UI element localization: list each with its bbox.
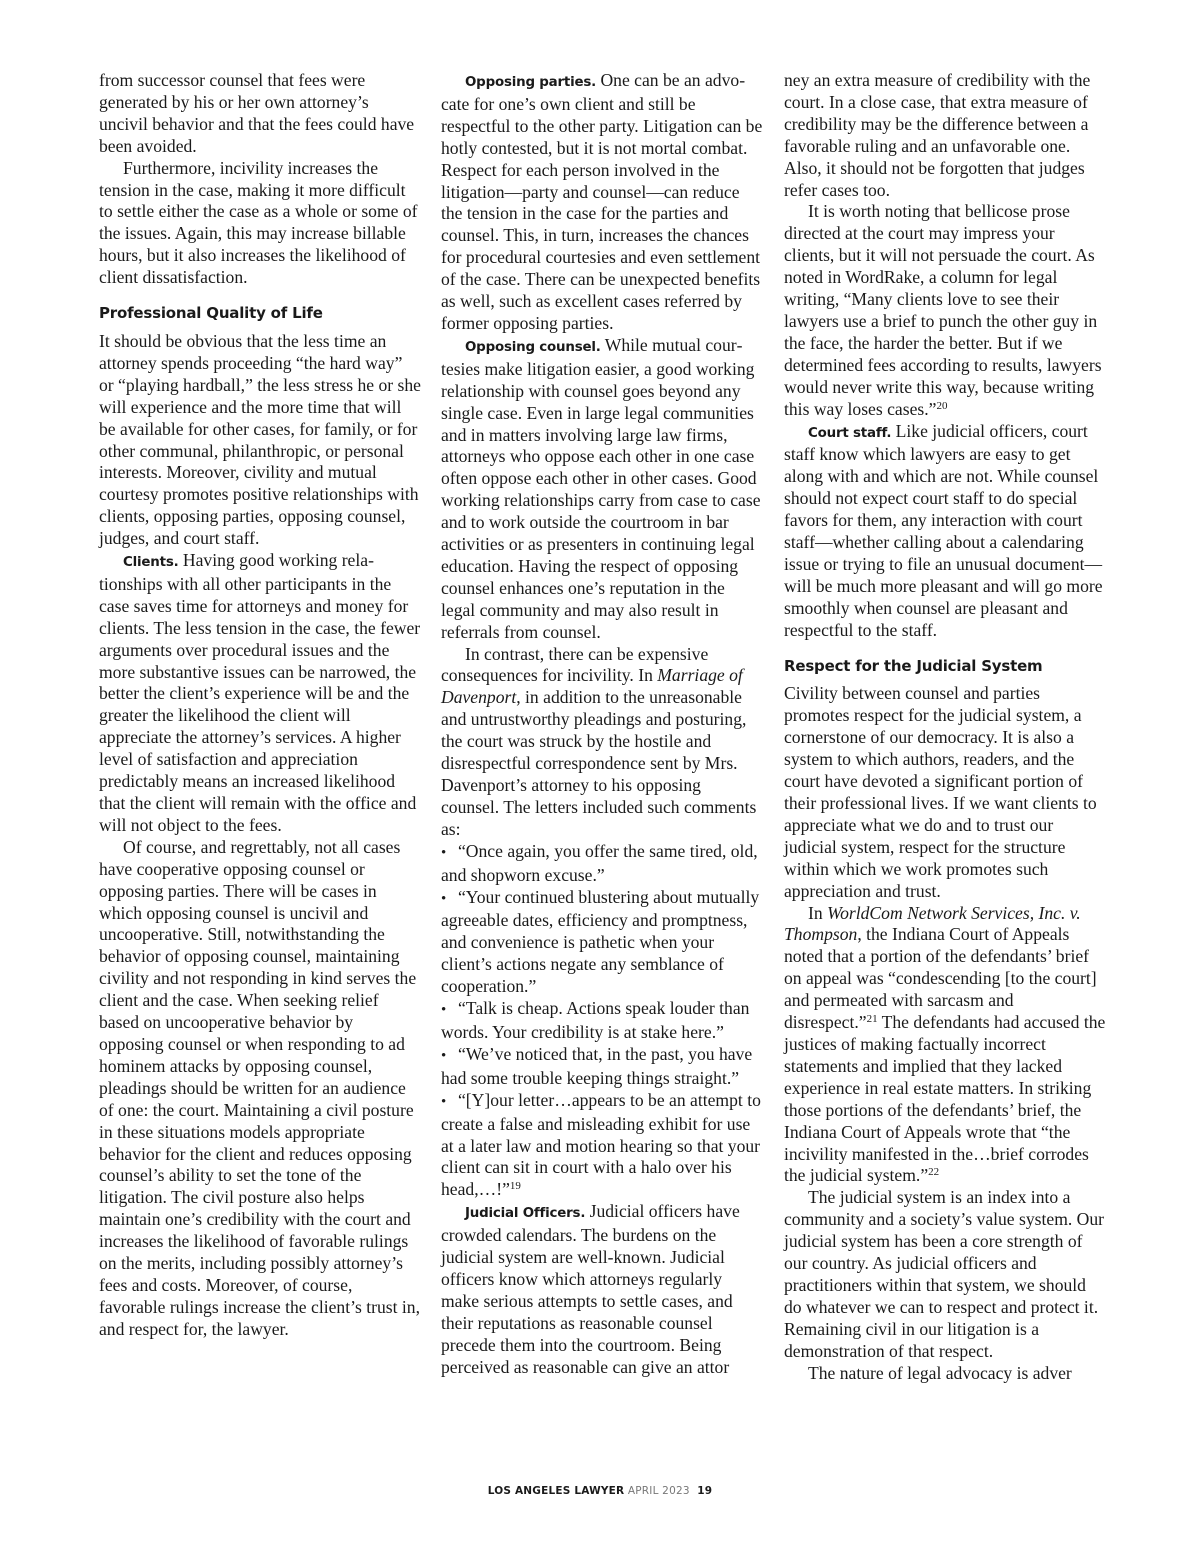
bullet-icon: • <box>441 1093 447 1110</box>
paragraph: ney an extra measure of credibility with the court. In a close case, that extra measure of credibility may be the difference between a favorable ruling and an unfavorable one. Also, it should not be forgotten that judges refer cases too. <box>784 70 1091 200</box>
paragraph-text: It is worth noting that bellicose prose directed at the court may impress your clients, but it will not persuade the court. As noted in WordRake, a column for legal writing, “Many clients love to see their lawyers use a brief to punch the other guy in the face, the harder the better. But if we determined fees according to results, lawyers would never write this way, because writing this way loses cases.” <box>784 201 1102 419</box>
quote-bullet <box>441 887 763 999</box>
paragraph: Of course, and regrettably, not all cases have cooperative opposing counsel or opposing parties. There will be cases in which opposing counsel is uncivil and uncooperative. Still, notwithstanding the behavior of opposing counsel, maintaining civility and not responding in kind serves the client and the case. When seeking relief based on uncooperative behavior by opposing counsel or when responding to ad hominem attacks by opposing counsel, pleadings should be written for an audience of one: the court. Maintaining a civil posture in these situations models appropriate behavior for the client and reduces opposing counsel’s ability to set the tone of the litigation. The civil posture also helps maintain one’s credibility with the court and increases the likelihood of favorable rulings on the merits, including possibly attorney’s fees and costs. Moreover, of course, favorable rulings increase the client’s trust in, and respect for, the lawyer. <box>99 836 420 1339</box>
quote-bullet <box>441 998 763 1044</box>
column-middle <box>441 70 763 1378</box>
paragraph-text: Having good working relationships with all other participants in the case saves time for attorneys and money for clients. The less tension in the case, the fewer arguments over procedural issues and the more substantive issues can be narrowed, the better the client’s experience will be and the greater the likelihood the client will appreciate the attorney’s services. A higher level of satisfaction and appreciation predictably means an increased likelihood that the client will remain with the office and will not object to the fees. <box>99 550 421 835</box>
bullet-icon: • <box>441 1047 447 1064</box>
paragraph <box>441 1201 763 1378</box>
footnote-ref: 21 <box>866 1013 878 1026</box>
bullet-text: “We’ve noticed that, in the past, you have had some trouble keeping things straight.” <box>441 1043 753 1088</box>
paragraph <box>441 335 763 644</box>
paragraph <box>784 903 1106 1188</box>
column-left <box>99 70 421 1341</box>
issue-date: APRIL 2023 <box>627 1485 690 1497</box>
bullet-text: “[Y]our letter…appears to be an attempt to create a false and misleading exhibit for use at a later law and motion hearing so that your client can sit in court with a halo over his head,…!” <box>441 1089 761 1200</box>
paragraph-text: In contrast, there can be expensive consequences for incivility. In <box>441 643 709 686</box>
paragraph <box>441 70 763 335</box>
footnote-ref: 20 <box>936 399 948 412</box>
section-heading: Respect for the Judicial System <box>784 656 1043 675</box>
footnote-ref: 22 <box>928 1166 940 1179</box>
paragraph-text: , in addition to the unreasonable and untrustworthy pleadings and posturing, the court was struck by the hostile and disrespectful correspondence sent by Mrs. Davenport’s attorney to his opposing counsel. The letters included such comments as: <box>441 687 757 839</box>
paragraph <box>784 421 1106 642</box>
paragraph-text: While mutual courtesies make litigation easier, a good working relationship with counsel goes beyond any single case. Even in large legal communities and in matters involving large law firms, attorneys who oppose each other in one case often oppose each other in other cases. Good working relationships carry from case to case and to work outside the courtroom in bar activities or as presenters in continuing legal education. Having the respect of opposing counsel enhances one’s reputation in the legal community and may also result in referrals from counsel. <box>441 334 761 642</box>
run-in-heading: Court staff. <box>808 425 892 441</box>
bullet-text: “Talk is cheap. Actions speak louder than words. Your credibility is at stake here.” <box>441 998 750 1042</box>
paragraph <box>441 644 763 841</box>
run-in-heading: Opposing parties. <box>465 75 597 90</box>
section-heading: Professional Quality of Life <box>99 304 323 323</box>
paragraph <box>99 550 421 837</box>
page-footer <box>0 1485 1200 1497</box>
column-right <box>784 70 1106 1384</box>
paragraph-text: Judicial officers have crowded calendars. The burdens on the judicial system are well-known. Judicial officers know which attorneys regularly make serious attempts to settle cases, and their reputations as reasonable counsel precede them into the courtroom. Being perceived as reasonable can give an attor <box>441 1201 740 1377</box>
paragraph: The judicial system is an index into a community and a society’s value system. Our judicial system has been a core strength of our country. As judicial officers and practitioners within that system, we should do whatever we can to respect and protect it. Remaining civil in our litigation is a demonstration of that respect. <box>784 1187 1105 1361</box>
bullet-icon: • <box>441 844 447 861</box>
paragraph: from successor counsel that fees were generated by his or her own attorney’s uncivil behavior and that the fees could have been avoided. <box>99 70 415 156</box>
quote-bullet <box>441 1044 763 1090</box>
paragraph-text: Like judicial officers, court staff know which lawyers are easy to get along with and which are not. While counsel should not expect court staff to do special favors for them, any interaction with court staff—whether calling about a calendaring issue or trying to file an unusual document—will be much more pleasant and will go more smoothly when counsel are pleasant and respectful to the staff. <box>784 420 1103 640</box>
bullet-text: “Your continued blustering about mutually agreeable dates, efficiency and promptness, and convenience is pathetic when your client’s actions negate any semblance of cooperation.” <box>441 886 760 997</box>
paragraph: It should be obvious that the less time an attorney spends proceeding “the hard way” or “playing hardball,” the less stress he or she will experience and the more time that will be available for other cases, for family, or for other communal, philanthropic, or personal interests. Moreover, civility and mutual courtesy promotes positive relationships with clients, opposing parties, opposing counsel, judges, and court staff. <box>99 330 421 549</box>
case-name: WorldCom Network Services, Inc. v. Thompson <box>784 902 1081 945</box>
bullet-text: “Once again, you offer the same tired, old, and shopworn excuse.” <box>441 840 758 885</box>
paragraph-text: In <box>808 902 828 923</box>
paragraph-text: The defendants had accused the justices of making factually incorrect statements and implied that they lacked experience in real estate matters. In striking those portions of the defendants’ brief, the Indiana Court of Appeals wrote that “the incivility manifested in the…brief corrodes the judicial system.” <box>784 1012 1106 1186</box>
run-in-heading: Judicial Officers. <box>465 1206 586 1222</box>
run-in-heading: Opposing counsel. <box>465 339 601 355</box>
run-in-heading: Clients. <box>123 555 179 571</box>
magazine-name: LOS ANGELES LAWYER <box>487 1485 625 1497</box>
paragraph <box>784 201 1106 420</box>
bullet-icon: • <box>441 890 447 907</box>
paragraph-text: One can be an advocate for one’s own client and still be respectful to the other party. Litigation can be hotly contested, but it is not mortal combat. Respect for each person involved in the litigation—party and counsel—can reduce the tension in the case for the parties and counsel. This, in turn, increases the chances for procedural courtesies and even settlement of the case. There can be unexpected benefits as well, such as excellent cases referred by former opposing parties. <box>441 70 763 333</box>
quote-bullet <box>441 1090 763 1202</box>
paragraph: Furthermore, incivility increases the tension in the case, making it more difficult to settle either the case as a whole or some of the issues. Again, this may increase billable hours, but it also increases the likelihood of client dissatisfaction. <box>99 157 418 288</box>
case-name: Marriage of Davenport <box>441 665 743 708</box>
paragraph-text: , the Indiana Court of Appeals noted that a portion of the defendants’ brief on appeal was “condescending [to the court] and permeated with sarcasm and disrespect.” <box>784 924 1097 1033</box>
footnote-ref: 19 <box>509 1180 521 1193</box>
quote-bullet <box>441 841 763 887</box>
paragraph: The nature of legal advocacy is adver <box>808 1362 1072 1383</box>
page-number: 19 <box>697 1485 713 1497</box>
paragraph: Civility between counsel and parties promotes respect for the judicial system, a cornerstone of our democracy. It is also a system to which authors, readers, and the court have devoted a significant portion of their professional lives. If we want clients to appreciate what we do and to trust our judicial system, respect for the structure within which we work promotes such appreciation and trust. <box>784 683 1097 901</box>
bullet-icon: • <box>441 1002 447 1019</box>
